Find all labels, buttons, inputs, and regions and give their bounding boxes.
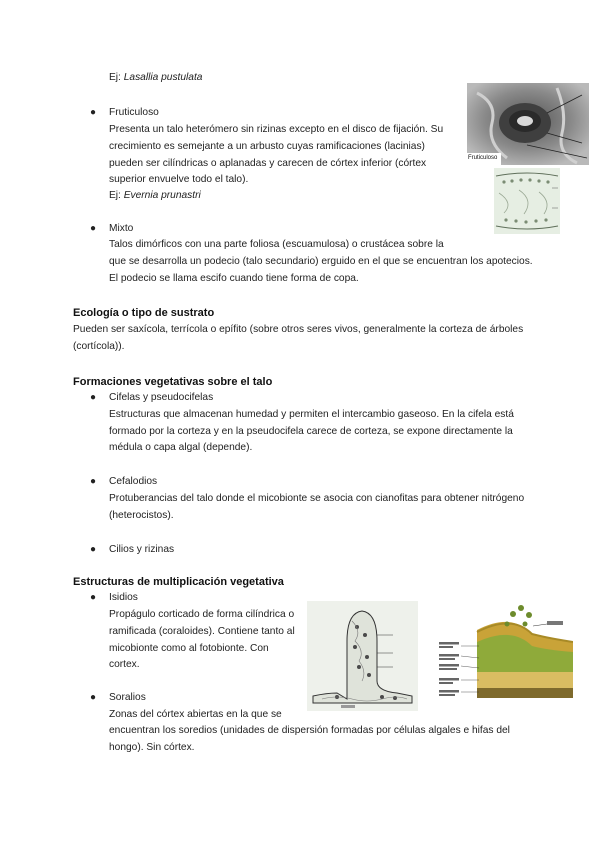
evernia-section-drawing xyxy=(494,168,560,234)
formaciones-heading: Formaciones vegetativas sobre el talo xyxy=(73,376,273,388)
isidios-line: micobionte como al fotobionte. Con xyxy=(109,643,269,654)
bullet-dot: ● xyxy=(90,544,97,555)
bullet-dot: ● xyxy=(90,223,97,234)
bullet-dot: ● xyxy=(90,392,97,403)
isidio-drawing xyxy=(307,601,418,711)
fruticose-sem-photo xyxy=(467,83,589,165)
ecologia-line: (cortícola)). xyxy=(73,341,125,352)
isidios-line: Propágulo corticado de forma cilíndrica o xyxy=(109,609,295,620)
soralios-line: encuentran los soredios (unidades de dispersión formadas por células algales e hifas del xyxy=(109,725,510,736)
cifelas-line: formado por la corteza y en la pseudocifela carece de corteza, se expone directamente la xyxy=(109,426,513,437)
fruticuloso-line: superior envuelve todo el talo). xyxy=(109,174,249,185)
isidios-line: cortex. xyxy=(109,659,140,670)
cilios-title: Cilios y rizinas xyxy=(109,544,175,555)
bullet-dot: ● xyxy=(90,476,97,487)
fruticuloso-line: crecimiento es semejante a un arbusto cuyas ramificaciones (lacinias) xyxy=(109,141,425,152)
example-lasallia: Ej: Lasallia pustulata xyxy=(109,72,203,83)
isidios-line: ramificada (coraloides). Contiene tanto al xyxy=(109,626,295,637)
mixto-line: El podecio se llama escifo cuando tiene forma de copa. xyxy=(109,273,359,284)
soralios-line: Zonas del córtex abiertas en la que se xyxy=(109,709,282,720)
mixto-line: Talos dimórficos con una parte foliosa (escuamulosa) o crustácea sobre la xyxy=(109,239,444,250)
cifelas-title: Cifelas y pseudocifelas xyxy=(109,392,214,403)
cifelas-line: médula o capa algal (depende). xyxy=(109,442,253,453)
bullet-dot: ● xyxy=(90,107,97,118)
soralio-diagram xyxy=(437,602,573,708)
photo-caption: Fruticuloso xyxy=(468,155,498,161)
mixto-title: Mixto xyxy=(109,223,134,234)
cefalodios-line: Protuberancias del talo donde el micobionte se asocia con cianofitas para obtener nitrógeno xyxy=(109,493,525,504)
isidios-title: Isidios xyxy=(109,592,138,603)
ecologia-heading: Ecología o tipo de sustrato xyxy=(73,307,215,319)
bullet-dot: ● xyxy=(90,692,97,703)
cifelas-line: Estructuras que almacenan humedad y permiten el intercambio gaseoso. En la cifela está xyxy=(109,409,514,420)
example-evernia: Ej: Evernia prunastri xyxy=(109,190,201,201)
fruticuloso-line: Presenta un talo heterómero sin rizinas excepto en el disco de fijación. Su xyxy=(109,124,444,135)
cefalodios-title: Cefalodios xyxy=(109,476,158,487)
mixto-line: que se desarrolla un podecio (talo secundario) erguido en el que se encuentran los apotecios. xyxy=(109,256,533,267)
bullet-dot: ● xyxy=(90,592,97,603)
multiplicacion-heading: Estructuras de multiplicación vegetativa xyxy=(73,576,284,588)
soralios-title: Soralios xyxy=(109,692,146,703)
fruticuloso-title: Fruticuloso xyxy=(109,107,159,118)
soralios-line: hongo). Sin córtex. xyxy=(109,742,195,753)
ecologia-line: Pueden ser saxícola, terrícola o epífito (sobre otros seres vivos, generalmente la corteza de árboles xyxy=(73,324,524,335)
cefalodios-line: (heterocistos). xyxy=(109,510,174,521)
fruticuloso-line: pueden ser cilíndricas o aplanadas y carecen de córtex inferior (córtex xyxy=(109,158,427,169)
